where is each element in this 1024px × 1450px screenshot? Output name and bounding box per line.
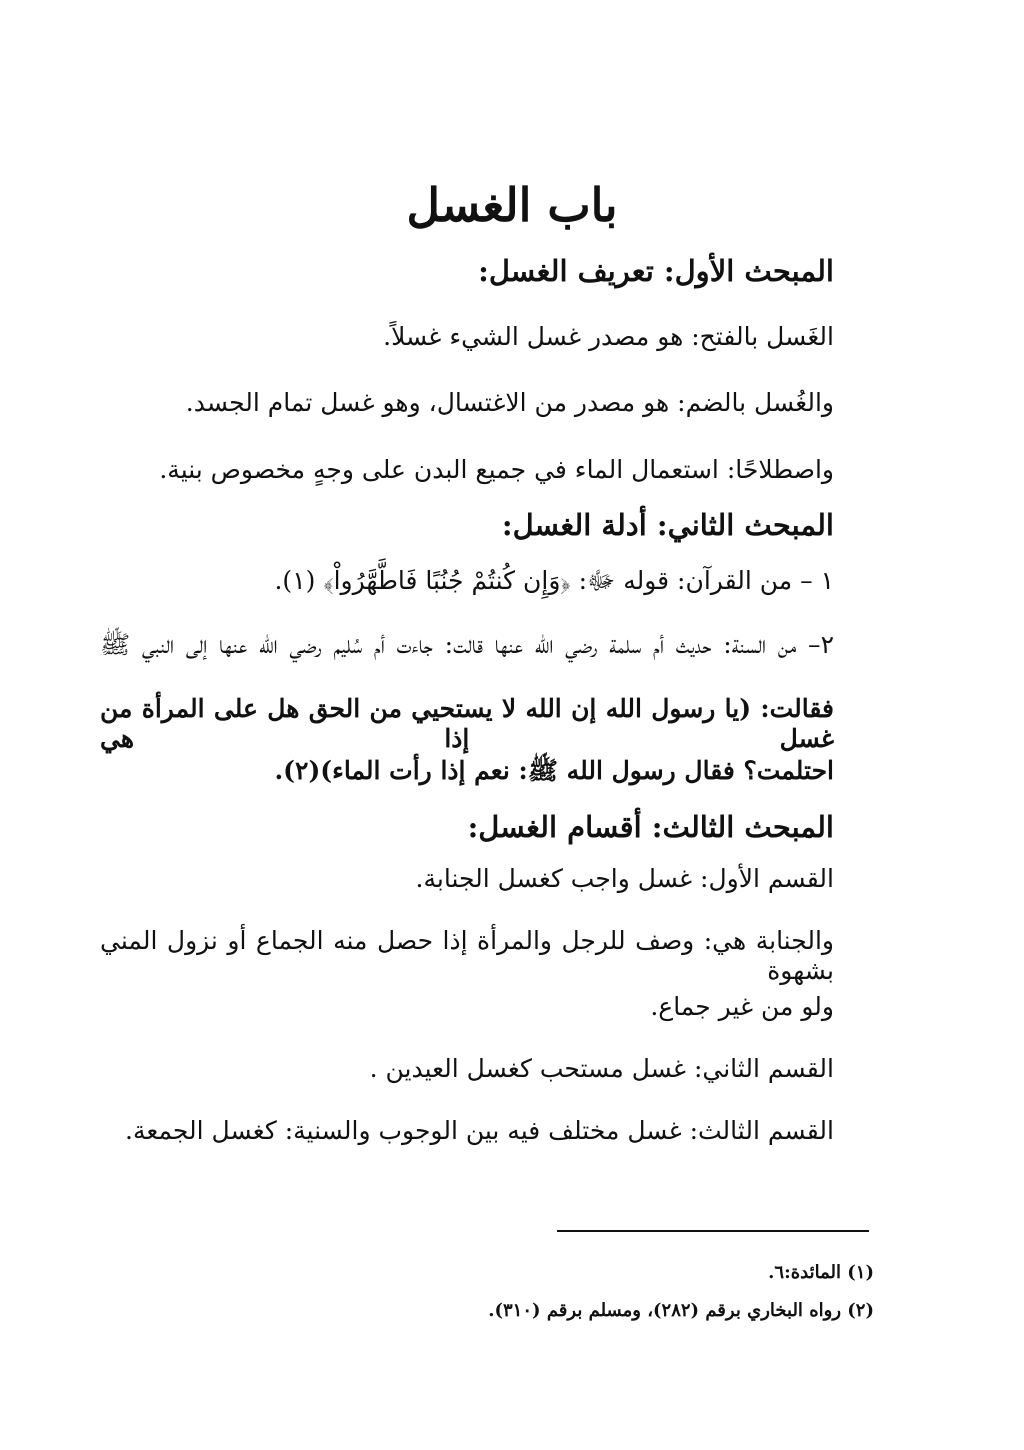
footnote-2: (٢) رواه البخاري برقم (٢٨٢)، ومسلم برقم (٣١٠). bbox=[488, 1300, 874, 1321]
chapter-title: باب الغسل bbox=[406, 178, 618, 232]
section-3-heading: المبحث الثالث: أقسام الغسل: bbox=[467, 810, 834, 844]
section-2-line-4: احتلمت؟ فقال رسول الله ﷺ: نعم إذا رأت الماء)(٢). bbox=[274, 756, 834, 785]
section-2-line-1: ١ – من القرآن: قوله ﷻ: ﴿وَإِن كُنتُمْ جُنُبًا فَاطَّهَّرُواْ﴾ (١). bbox=[274, 566, 834, 595]
section-3-line-3: ولو من غير جماع. bbox=[650, 992, 834, 1021]
section-1-line-2: والغُسل بالضم: هو مصدر من الاغتسال، وهو غسل تمام الجسد. bbox=[185, 388, 834, 417]
section-3-line-1: القسم الأول: غسل واجب كغسل الجنابة. bbox=[415, 864, 834, 893]
section-2-line-2: ٢– من السنة: حديث أم سلمة رضي الله عنها قالت: جاءت أم سُليم رضي الله عنها إلى النبي ﷺ bbox=[100, 630, 834, 659]
section-3-line-2: والجنابة هي: وصف للرجل والمرأة إذا حصل منه الجماع أو نزول المني بشهوة bbox=[100, 926, 834, 985]
section-1-heading: المبحث الأول: تعريف الغسل: bbox=[478, 254, 834, 288]
section-2-line-3: فقالت: (يا رسول الله إن الله لا يستحيي من الحق هل على المرأة من غسل إذا هي bbox=[100, 694, 834, 753]
section-1-line-1: الغَسل بالفتح: هو مصدر غسل الشيء غسلاً. bbox=[383, 322, 834, 351]
section-3-line-4: القسم الثاني: غسل مستحب كغسل العيدين . bbox=[369, 1054, 834, 1083]
footnote-divider bbox=[557, 1230, 869, 1232]
section-1-line-3: واصطلاحًا: استعمال الماء في جميع البدن على وجهٍ مخصوص بنية. bbox=[159, 455, 834, 484]
section-2-heading: المبحث الثاني: أدلة الغسل: bbox=[501, 508, 834, 542]
section-3-line-5: القسم الثالث: غسل مختلف فيه بين الوجوب والسنية: كغسل الجمعة. bbox=[125, 1116, 834, 1145]
footnote-1: (١) المائدة:٦. bbox=[768, 1262, 874, 1283]
